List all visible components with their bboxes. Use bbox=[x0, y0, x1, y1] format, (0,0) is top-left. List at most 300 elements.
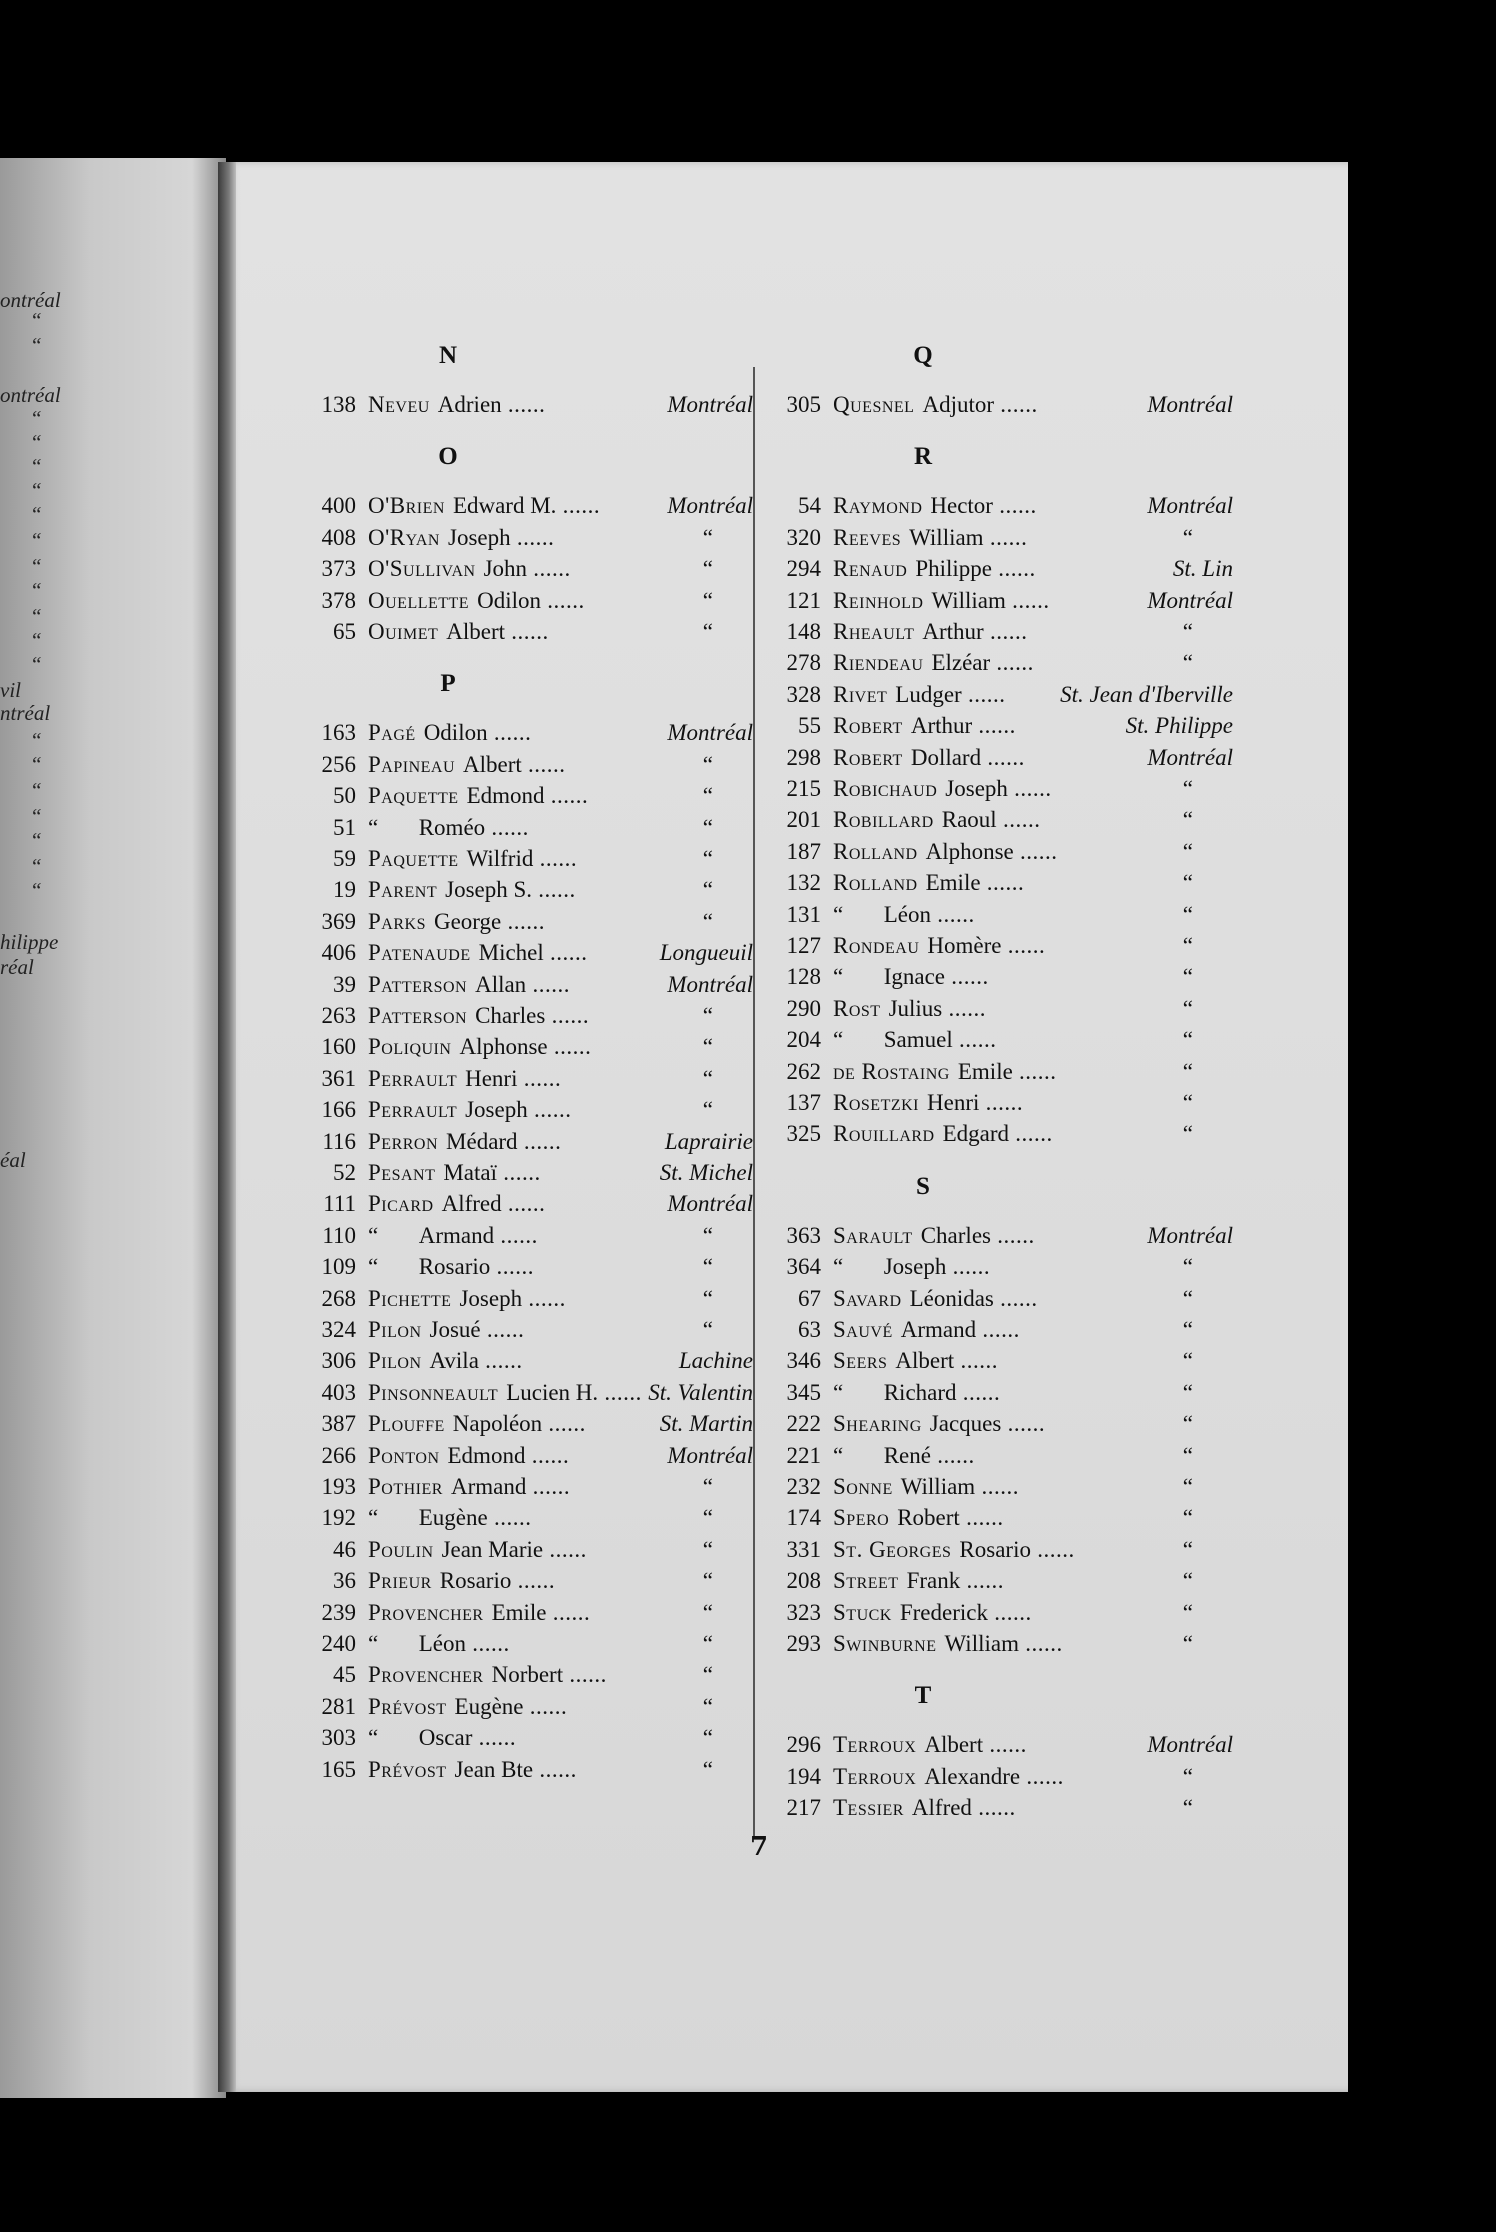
entry-name bbox=[368, 1127, 561, 1157]
directory-entry bbox=[298, 1095, 753, 1125]
entry-given-name: Alfred bbox=[911, 1795, 972, 1821]
directory-entry bbox=[763, 1025, 1233, 1055]
entry-number: 201 bbox=[786, 807, 821, 833]
entry-number: 256 bbox=[321, 751, 356, 777]
entry-place: “ bbox=[702, 1725, 713, 1751]
entry-name bbox=[368, 1284, 566, 1314]
entry-surname: O'Brien bbox=[368, 493, 445, 519]
directory-entry bbox=[298, 1441, 753, 1471]
entry-place: “ bbox=[702, 1756, 713, 1782]
entry-name bbox=[833, 1025, 996, 1055]
entry-number: 303 bbox=[321, 1725, 356, 1751]
entry-place: “ bbox=[702, 1662, 713, 1688]
entry-place: “ bbox=[702, 1536, 713, 1562]
entry-name bbox=[833, 1221, 1035, 1251]
directory-entry bbox=[298, 938, 753, 968]
leader-dots: ...... bbox=[1018, 1631, 1063, 1656]
entry-given-name: Emile bbox=[491, 1599, 547, 1625]
entry-number: 163 bbox=[321, 720, 356, 746]
entry-number: 406 bbox=[321, 940, 356, 966]
directory-entry bbox=[298, 1378, 753, 1408]
entry-surname: Parks bbox=[368, 908, 426, 934]
directory-entry bbox=[298, 554, 753, 584]
entry-name bbox=[368, 1095, 571, 1125]
facing-page-fragment: vil bbox=[0, 678, 21, 702]
entry-name bbox=[833, 711, 1016, 741]
leader-dots: ...... bbox=[494, 1222, 538, 1248]
entry-number: 192 bbox=[321, 1505, 356, 1531]
directory-entry bbox=[763, 680, 1233, 710]
entry-given-name: Ignace bbox=[883, 964, 946, 990]
facing-page-fragment: “ bbox=[30, 308, 42, 332]
entry-number: 298 bbox=[786, 744, 821, 770]
entry-place: “ bbox=[1182, 1536, 1193, 1562]
entry-number: 232 bbox=[786, 1474, 821, 1499]
leader-dots: ...... bbox=[523, 1693, 568, 1719]
entry-number: 131 bbox=[786, 901, 821, 927]
facing-page-edge bbox=[0, 158, 226, 2098]
entry-name bbox=[833, 1730, 1027, 1760]
directory-entry bbox=[298, 1692, 753, 1722]
leader-dots: ...... bbox=[983, 619, 1028, 644]
entry-surname: Perrault bbox=[368, 1065, 458, 1091]
section-letter: R bbox=[913, 443, 933, 471]
entry-given-name: Homère bbox=[927, 933, 1002, 958]
entry-given-name: Joseph bbox=[465, 1097, 528, 1123]
entry-given-name: Charles bbox=[475, 1003, 546, 1028]
entry-number: 109 bbox=[321, 1254, 356, 1280]
leader-dots: ...... bbox=[472, 1725, 517, 1751]
facing-page-fragment: “ bbox=[30, 406, 42, 430]
leader-dots: ...... bbox=[501, 392, 546, 417]
leader-dots: ...... bbox=[979, 1090, 1024, 1115]
entry-name bbox=[833, 1598, 1032, 1628]
facing-page-fragment: “ bbox=[30, 828, 42, 852]
entry-given-name: Eugène bbox=[418, 1505, 488, 1531]
facing-page-fragment: “ bbox=[30, 333, 42, 357]
leader-dots: ...... bbox=[981, 744, 1025, 770]
entry-surname: “ bbox=[833, 1254, 844, 1280]
entry-surname: Street bbox=[833, 1568, 899, 1594]
entry-given-name: Napoléon bbox=[452, 1411, 543, 1437]
directory-entry bbox=[298, 491, 753, 521]
entry-surname: Rondeau bbox=[833, 933, 920, 958]
entry-number: 165 bbox=[321, 1756, 356, 1782]
directory-entry bbox=[298, 1032, 753, 1062]
directory-entry bbox=[763, 1793, 1233, 1823]
entry-name bbox=[833, 931, 1045, 961]
entry-place: Montréal bbox=[667, 720, 753, 746]
entry-surname: Ouimet bbox=[368, 619, 439, 644]
directory-entry bbox=[763, 1598, 1233, 1628]
entry-surname: Rheault bbox=[833, 619, 915, 644]
section-letter: S bbox=[916, 1172, 930, 1200]
entry-number: 305 bbox=[786, 392, 821, 417]
entry-place: Lachine bbox=[678, 1348, 753, 1374]
directory-entry bbox=[298, 781, 753, 811]
entry-number: 361 bbox=[321, 1065, 356, 1091]
entry-given-name: Albert bbox=[446, 619, 506, 644]
facing-page-fragment: “ bbox=[30, 502, 42, 526]
directory-entry bbox=[763, 1762, 1233, 1792]
facing-page-fragment: hilippe bbox=[0, 930, 59, 954]
entry-name bbox=[368, 1629, 510, 1659]
entry-surname: “ bbox=[833, 901, 844, 927]
entry-place: “ bbox=[1182, 524, 1193, 550]
entry-place: “ bbox=[702, 1317, 713, 1342]
entry-place: “ bbox=[1182, 1348, 1193, 1374]
entry-place: “ bbox=[702, 1568, 713, 1594]
entry-surname: Riendeau bbox=[833, 650, 924, 676]
entry-place: Montréal bbox=[1147, 392, 1233, 417]
entry-name bbox=[833, 1629, 1063, 1659]
entry-given-name: Alphonse bbox=[459, 1034, 548, 1060]
entry-name bbox=[368, 1378, 642, 1408]
entry-number: 387 bbox=[321, 1411, 356, 1437]
entry-given-name: Armand bbox=[418, 1222, 495, 1248]
entry-given-name: Joseph bbox=[448, 524, 511, 550]
entry-name bbox=[368, 970, 570, 1000]
leader-dots: ...... bbox=[521, 751, 566, 777]
directory-entry bbox=[298, 390, 753, 420]
entry-given-name: René bbox=[883, 1442, 931, 1468]
entry-name bbox=[833, 1315, 1020, 1345]
entry-place: Longueuil bbox=[659, 940, 753, 966]
directory-entry bbox=[298, 1127, 753, 1157]
entry-place: Montréal bbox=[667, 493, 753, 519]
entry-number: 128 bbox=[786, 964, 821, 990]
entry-surname: Shearing bbox=[833, 1411, 922, 1437]
facing-page-fragment: “ bbox=[30, 652, 42, 676]
entry-surname: Sauvé bbox=[833, 1317, 893, 1342]
entry-name bbox=[368, 1660, 607, 1690]
directory-entry bbox=[763, 1057, 1233, 1087]
entry-place: “ bbox=[702, 846, 713, 871]
entry-name bbox=[368, 1001, 589, 1031]
directory-entry bbox=[763, 1252, 1233, 1282]
entry-number: 137 bbox=[786, 1090, 821, 1115]
facing-page-fragment: “ bbox=[30, 804, 42, 828]
section-letter: Q bbox=[913, 342, 933, 369]
leader-dots: ...... bbox=[960, 1568, 1004, 1594]
directory-entry bbox=[298, 970, 753, 1000]
entry-surname: Seers bbox=[833, 1348, 888, 1374]
leader-dots: ...... bbox=[1001, 933, 1046, 958]
directory-entry bbox=[298, 1472, 753, 1502]
leader-dots: ...... bbox=[942, 995, 987, 1021]
entry-surname: Tessier bbox=[833, 1795, 904, 1821]
leader-dots: ...... bbox=[505, 619, 549, 644]
entry-given-name: Lucien H. bbox=[506, 1379, 599, 1405]
section-letter: N bbox=[438, 342, 458, 369]
entry-place: Laprairie bbox=[664, 1128, 753, 1154]
entry-place: St. Michel bbox=[659, 1160, 753, 1185]
entry-number: 296 bbox=[786, 1732, 821, 1758]
entry-given-name: Jean Bte bbox=[454, 1756, 534, 1782]
entry-number: 174 bbox=[786, 1505, 821, 1531]
entry-number: 187 bbox=[786, 838, 821, 864]
entry-number: 63 bbox=[798, 1317, 821, 1342]
directory-entry bbox=[298, 1001, 753, 1031]
entry-surname: Ponton bbox=[368, 1442, 440, 1468]
facing-page-fragment: “ bbox=[30, 628, 42, 652]
entry-place: “ bbox=[702, 1254, 713, 1280]
entry-place: “ bbox=[1182, 901, 1193, 927]
entry-number: 166 bbox=[321, 1097, 356, 1123]
leader-dots: ...... bbox=[975, 1474, 1019, 1499]
entry-name bbox=[833, 837, 1058, 867]
leader-dots: ...... bbox=[501, 908, 546, 934]
entry-number: 290 bbox=[786, 995, 821, 1021]
leader-dots: ...... bbox=[501, 1191, 546, 1217]
entry-name bbox=[368, 491, 600, 521]
entry-place: Montréal bbox=[667, 1191, 753, 1217]
entry-place: St. Jean d'Iberville bbox=[1060, 681, 1233, 707]
entry-surname: “ bbox=[368, 1631, 379, 1656]
entry-place: “ bbox=[1182, 1121, 1193, 1147]
facing-page-fragment: ntréal bbox=[0, 701, 51, 725]
directory-entry bbox=[763, 774, 1233, 804]
directory-entry bbox=[763, 1535, 1233, 1565]
entry-surname: Rivet bbox=[833, 681, 888, 707]
entry-given-name: Michel bbox=[478, 940, 544, 966]
entry-place: “ bbox=[1182, 1254, 1193, 1280]
directory-entry bbox=[298, 1409, 753, 1439]
section-letter: T bbox=[914, 1682, 932, 1710]
entry-place: “ bbox=[702, 1097, 713, 1123]
entry-given-name: Ludger bbox=[895, 681, 962, 707]
entry-given-name: Albert bbox=[463, 751, 522, 777]
entry-surname: “ bbox=[368, 814, 379, 840]
leader-dots: ...... bbox=[543, 1536, 587, 1562]
directory-entry bbox=[298, 617, 753, 647]
entry-number: 59 bbox=[333, 846, 356, 871]
entry-place: Montréal bbox=[1147, 1732, 1233, 1758]
entry-given-name: Alexandre bbox=[924, 1763, 1021, 1789]
directory-entry bbox=[298, 844, 753, 874]
entry-given-name: John bbox=[483, 556, 528, 582]
entry-surname: Rouillard bbox=[833, 1121, 935, 1147]
entry-place: “ bbox=[1182, 1285, 1193, 1311]
directory-entry bbox=[298, 1064, 753, 1094]
entry-name bbox=[833, 1378, 1000, 1408]
entry-place: Montréal bbox=[1147, 587, 1233, 613]
entry-number: 160 bbox=[321, 1034, 356, 1060]
entry-name bbox=[368, 554, 571, 584]
page-fold-shadow bbox=[218, 162, 236, 2092]
entry-place: “ bbox=[1182, 1442, 1193, 1468]
entry-given-name: Adrien bbox=[437, 392, 502, 417]
entry-number: 51 bbox=[333, 814, 356, 840]
directory-entry bbox=[298, 875, 753, 905]
directory-entry bbox=[763, 1730, 1233, 1760]
entry-given-name: Edmond bbox=[466, 783, 545, 809]
entry-given-name: Norbert bbox=[491, 1662, 564, 1688]
entry-given-name: William bbox=[909, 524, 984, 550]
entry-number: 148 bbox=[786, 619, 821, 644]
directory-entry bbox=[763, 711, 1233, 741]
entry-place: “ bbox=[702, 877, 713, 903]
directory-entry bbox=[763, 554, 1233, 584]
leader-dots: ...... bbox=[525, 1442, 570, 1468]
entry-number: 55 bbox=[798, 713, 821, 739]
leader-dots: ...... bbox=[556, 493, 601, 519]
entry-number: 293 bbox=[786, 1631, 821, 1656]
entry-name bbox=[368, 586, 585, 616]
entry-given-name: Rosario bbox=[959, 1536, 1031, 1562]
column-divider bbox=[753, 367, 755, 1837]
directory-entry bbox=[298, 718, 753, 748]
leader-dots: ...... bbox=[994, 392, 1038, 417]
directory-entry bbox=[763, 586, 1233, 616]
facing-page-fragment: ontréal bbox=[0, 288, 61, 312]
entry-given-name: William bbox=[944, 1631, 1019, 1656]
facing-page-fragment: “ bbox=[30, 854, 42, 878]
entry-place: St. Philippe bbox=[1125, 713, 1233, 739]
entry-place: “ bbox=[1182, 1027, 1193, 1053]
entry-place: “ bbox=[702, 1065, 713, 1091]
entry-name bbox=[833, 1503, 1004, 1533]
entry-surname: Savard bbox=[833, 1285, 902, 1311]
entry-surname: Sonne bbox=[833, 1474, 893, 1499]
leader-dots: ...... bbox=[961, 681, 1006, 707]
directory-entry bbox=[298, 1315, 753, 1345]
entry-given-name: Edmond bbox=[447, 1442, 526, 1468]
leader-dots: ...... bbox=[976, 1317, 1020, 1342]
entry-given-name: Armand bbox=[900, 1317, 977, 1342]
entry-given-name: Oscar bbox=[418, 1725, 473, 1751]
facing-page-fragment: réal bbox=[0, 955, 34, 979]
entry-surname: Prieur bbox=[368, 1568, 432, 1594]
leader-dots: ...... bbox=[497, 1160, 541, 1185]
entry-name bbox=[368, 938, 588, 968]
entry-number: 403 bbox=[321, 1379, 356, 1405]
directory-entry bbox=[298, 750, 753, 780]
entry-place: “ bbox=[702, 1222, 713, 1248]
entry-number: 325 bbox=[786, 1121, 821, 1147]
entry-place: “ bbox=[1182, 838, 1193, 864]
entry-number: 19 bbox=[333, 877, 356, 903]
entry-number: 45 bbox=[333, 1662, 356, 1688]
entry-given-name: Frederick bbox=[899, 1599, 988, 1625]
entry-number: 363 bbox=[786, 1222, 821, 1248]
directory-entry bbox=[298, 1158, 753, 1188]
directory-entry bbox=[763, 1409, 1233, 1439]
entry-given-name: Albert bbox=[924, 1732, 984, 1758]
directory-entry bbox=[763, 1119, 1233, 1149]
entry-surname: O'Ryan bbox=[368, 524, 440, 550]
leader-dots: ...... bbox=[487, 1505, 532, 1531]
directory-entry bbox=[763, 617, 1233, 647]
entry-number: 215 bbox=[786, 776, 821, 801]
entry-given-name: Joseph S. bbox=[445, 877, 533, 903]
entry-surname: Prévost bbox=[368, 1756, 447, 1782]
entry-given-name: Odilon bbox=[477, 587, 541, 613]
entry-name bbox=[833, 1057, 1057, 1087]
entry-given-name: Albert bbox=[895, 1348, 955, 1374]
leader-dots: ...... bbox=[511, 1568, 556, 1594]
facing-page-fragment: “ bbox=[30, 878, 42, 902]
directory-entry bbox=[763, 390, 1233, 420]
leader-dots: ...... bbox=[543, 940, 588, 966]
leader-dots: ...... bbox=[980, 870, 1025, 896]
entry-number: 52 bbox=[333, 1160, 356, 1185]
entry-name bbox=[368, 1598, 590, 1628]
facing-page-fragment: “ bbox=[30, 478, 42, 502]
entry-name bbox=[368, 1409, 586, 1439]
entry-surname: “ bbox=[368, 1725, 379, 1751]
entry-place: “ bbox=[702, 814, 713, 840]
entry-surname: Poulin bbox=[368, 1536, 434, 1562]
entry-given-name: Odilon bbox=[423, 720, 488, 746]
directory-entry bbox=[763, 648, 1233, 678]
entry-number: 67 bbox=[798, 1285, 821, 1311]
entry-surname: Pinsonneault bbox=[368, 1379, 499, 1405]
entry-name bbox=[833, 1119, 1053, 1149]
entry-name bbox=[833, 900, 975, 930]
entry-name bbox=[368, 1503, 531, 1533]
entry-number: 193 bbox=[321, 1474, 356, 1499]
entry-number: 278 bbox=[786, 650, 821, 676]
entry-name bbox=[833, 743, 1025, 773]
entry-name bbox=[368, 813, 529, 843]
entry-place: Montréal bbox=[667, 971, 753, 997]
facing-page-fragment: “ bbox=[30, 604, 42, 628]
entry-given-name: Arthur bbox=[910, 713, 973, 739]
directory-page bbox=[218, 162, 1348, 2092]
entry-place: “ bbox=[702, 1599, 713, 1625]
entry-given-name: Edward M. bbox=[452, 493, 557, 519]
leader-dots: ...... bbox=[954, 1348, 998, 1374]
leader-dots: ...... bbox=[983, 1732, 1027, 1758]
leader-dots: ...... bbox=[959, 1505, 1004, 1531]
entry-surname: Ouellette bbox=[368, 587, 470, 613]
entry-surname: Reeves bbox=[833, 524, 902, 550]
facing-page-fragment: “ bbox=[30, 430, 42, 454]
entry-number: 116 bbox=[322, 1128, 356, 1154]
entry-given-name: Rosario bbox=[418, 1254, 491, 1280]
entry-place: “ bbox=[1182, 1505, 1193, 1531]
facing-page-fragment: “ bbox=[30, 554, 42, 578]
leader-dots: ...... bbox=[487, 720, 532, 746]
leader-dots: ...... bbox=[546, 1599, 591, 1625]
leader-dots: ...... bbox=[992, 493, 1037, 519]
entry-number: 331 bbox=[786, 1536, 821, 1562]
entry-surname: Neveu bbox=[368, 392, 430, 417]
entry-number: 204 bbox=[786, 1027, 821, 1053]
leader-dots: ...... bbox=[1005, 587, 1050, 613]
entry-given-name: Allan bbox=[475, 971, 527, 997]
entry-number: 208 bbox=[786, 1568, 821, 1594]
entry-surname: Swinburne bbox=[833, 1631, 937, 1656]
entry-name bbox=[368, 875, 576, 905]
entry-given-name: Samuel bbox=[883, 1027, 953, 1053]
leader-dots: ...... bbox=[988, 1599, 1032, 1625]
leader-dots: ...... bbox=[1001, 1411, 1046, 1437]
entry-given-name: Armand bbox=[450, 1474, 527, 1499]
entry-name bbox=[833, 554, 1036, 584]
entry-surname: Parent bbox=[368, 877, 438, 903]
entry-number: 240 bbox=[321, 1631, 356, 1656]
directory-entry bbox=[763, 931, 1233, 961]
entry-name bbox=[833, 390, 1038, 420]
entry-place: St. Martin bbox=[659, 1411, 753, 1437]
entry-given-name: Julius bbox=[888, 995, 943, 1021]
entry-given-name: Robert bbox=[897, 1505, 960, 1531]
entry-surname: Robert bbox=[833, 744, 903, 770]
entry-name bbox=[833, 994, 986, 1024]
entry-surname: Terroux bbox=[833, 1732, 917, 1758]
